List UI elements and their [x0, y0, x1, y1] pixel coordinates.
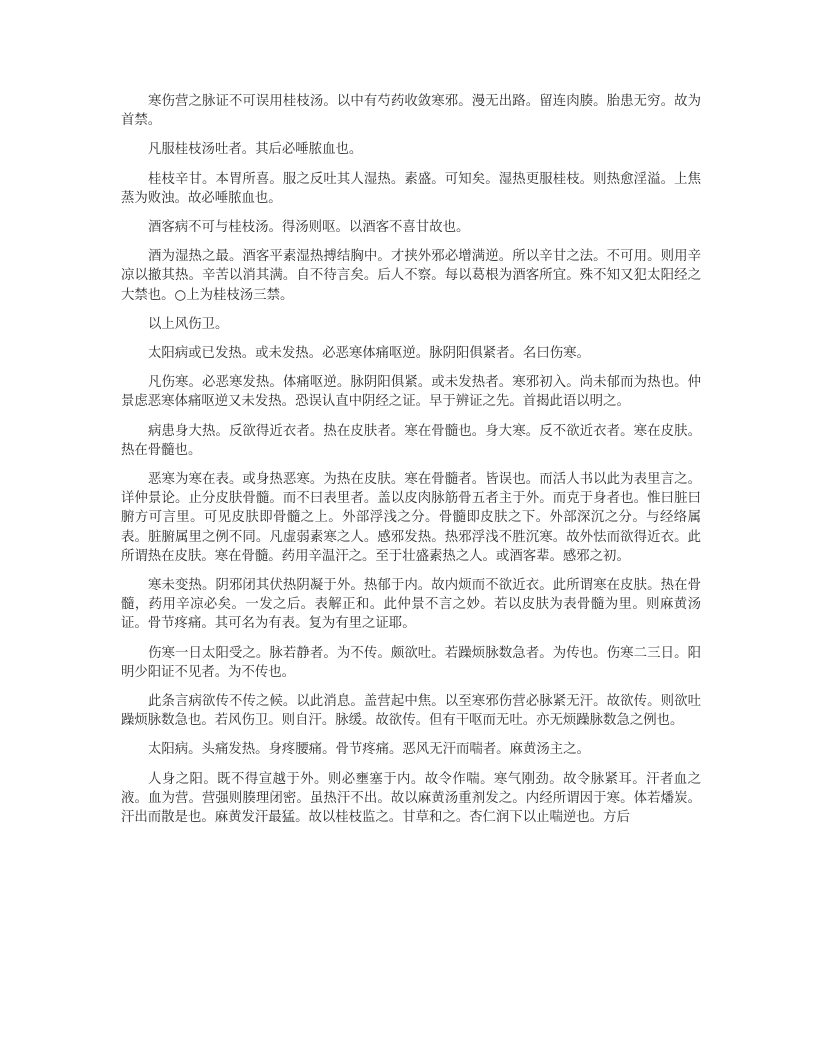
paragraph: 酒客病不可与桂枝汤。得汤则呕。以酒客不喜甘故也。	[148, 220, 470, 236]
paragraph: 人身之阳。既不得宣越于外。则必壅塞于内。故令作喘。寒气刚劲。故令脉紧耳。汗者血之液。血为营。营强则腠理闭密。虽热汗不出。故以麻黄汤重剂发之。内经所谓因于寒。体若燔炭。汗出而散是也。麻黄发汗最猛。故以桂枝监之。甘草和之。杏仁润下以止喘逆也。方后	[121, 771, 701, 826]
paragraph: 凡服桂枝汤吐者。其后必唾脓血也。	[148, 142, 363, 158]
body-text-column	[121, 92, 701, 827]
paragraph: 太阳病或已发热。或未发热。必恶寒体痛呕逆。脉阴阳俱紧者。名曰伤寒。	[148, 346, 590, 362]
paragraph: 伤寒一日太阳受之。脉若静者。为不传。颇欲吐。若躁烦脉数急者。为传也。伤寒二三日。阳明少阳证不见者。为不传也。	[121, 645, 701, 680]
paragraph: 酒为湿热之最。酒客平素湿热搏结胸中。才挟外邪必增满逆。所以辛甘之法。不可用。则用辛凉以撤其热。辛苦以消其满。自不待言矣。后人不察。每以葛根为酒客所宜。殊不知又犯太阳经之大禁也。○上为桂枝汤三禁。	[121, 249, 701, 303]
paragraph: 太阳病。头痛发热。身疼腰痛。骨节疼痛。恶风无汗而喘者。麻黄汤主之。	[148, 742, 590, 758]
paragraph: 寒未变热。阴邪闭其伏热阴凝于外。热郁于内。故内烦而不欲近衣。此所谓寒在皮肤。热在骨髓，药用辛凉必矣。一发之后。表解正和。此仲景不言之妙。若以皮肤为表骨髓为里。则麻黄汤证。骨节疼痛。其可名为有表。复为有里之证耶。	[121, 578, 701, 632]
paragraph: 病患身大热。反欲得近衣者。热在皮肤者。寒在骨髓也。身大寒。反不欲近衣者。寒在皮肤。热在骨髓也。	[121, 423, 701, 458]
paragraph: 桂枝辛甘。本胃所喜。服之反吐其人湿热。素盛。可知矣。湿热更服桂枝。则热愈淫溢。上焦蒸为败浊。故必唾脓血也。	[121, 171, 701, 206]
paragraph: 恶寒为寒在表。或身热恶寒。为热在皮肤。寒在骨髓者。皆误也。而活人书以此为表里言之。详仲景论。止分皮肤骨髓。而不曰表里者。盖以皮肉脉筋骨五者主于外。而克于身者也。惟曰脏曰腑方可言里。可见皮肤即骨髓之上。外部浮浅之分。骨髓即皮肤之下。外部深沉之分。与经络属表。脏腑属里之例不同。凡虚弱素寒之人。感邪发热。热邪浮浅不胜沉寒。故外怯而欲得近衣。此所谓热在皮肤。寒在骨髓。药用辛温汗之。至于壮盛素热之人。或酒客辈。感邪之初。	[121, 472, 701, 564]
paragraph: 此条言病欲传不传之候。以此消息。盖营起中焦。以至寒邪伤营必脉紧无汗。故欲传。则欲吐躁烦脉数急也。若风伤卫。则自汗。脉缓。故欲传。但有干呕而无吐。亦无烦躁脉数急之例也。	[121, 694, 701, 729]
paragraph: 以上风伤卫。	[148, 316, 229, 332]
paragraph: 凡伤寒。必恶寒发热。体痛呕逆。脉阴阳俱紧。或未发热者。寒邪初入。尚未郁而为热也。仲景虑恶寒体痛呕逆又未发热。恐误认直中阴经之证。早于辨证之先。首揭此语以明之。	[121, 375, 701, 410]
paragraph: 寒伤营之脉证不可误用桂枝汤。以中有芍药收敛寒邪。漫无出路。留连肉腠。胎患无穷。故为首禁。	[121, 94, 701, 129]
